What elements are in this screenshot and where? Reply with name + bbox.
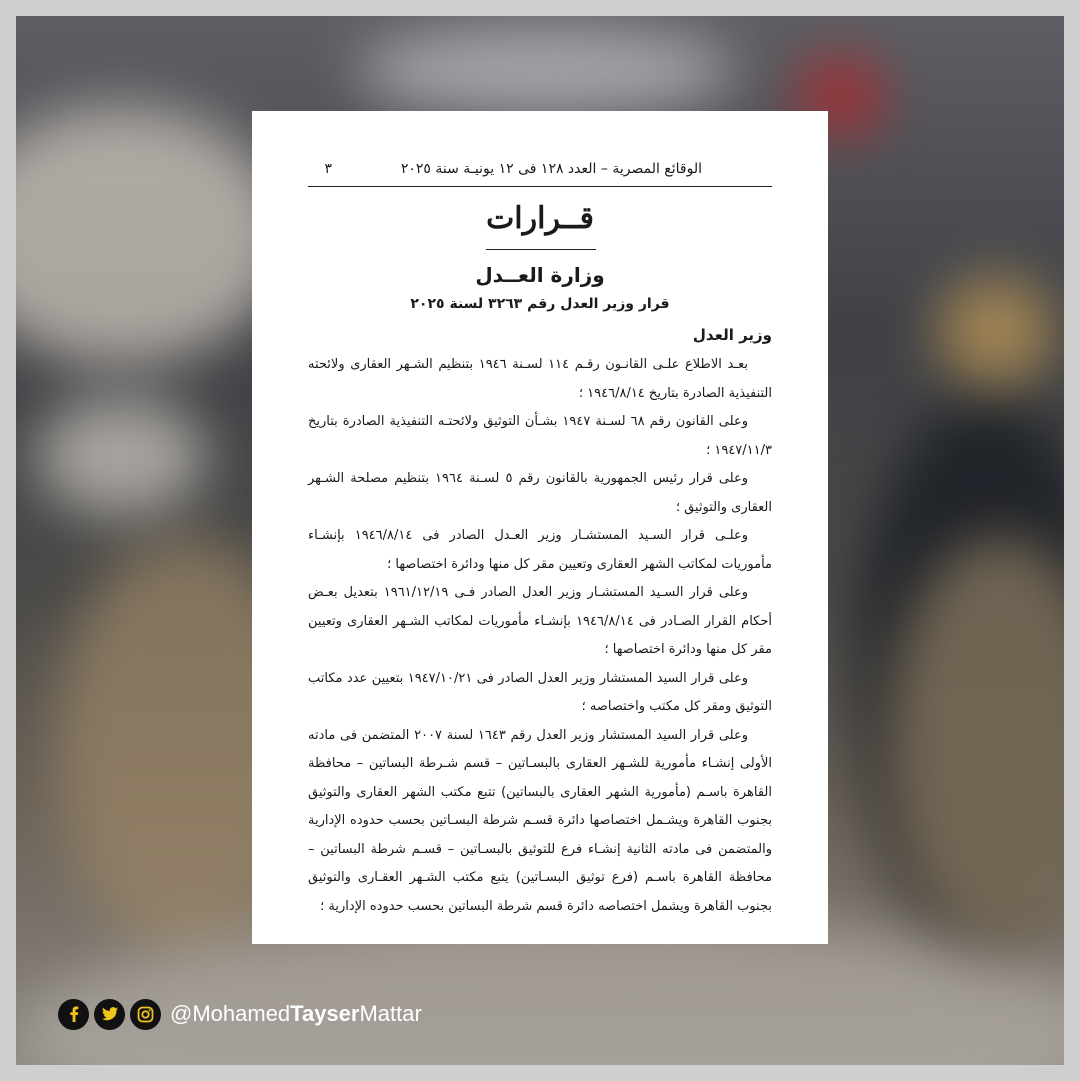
handle-prefix: @Mohamed bbox=[170, 1001, 291, 1026]
ministry-name: وزارة العــدل bbox=[475, 263, 605, 287]
page-number: ٣ bbox=[324, 161, 332, 177]
signatory: وزير العدل bbox=[692, 326, 772, 344]
heading-underline bbox=[486, 249, 596, 250]
gazette-issue-title: الوقائع المصرية – العدد ١٢٨ فى ١٢ يونيـة سنة ٢٠٢٥ bbox=[400, 161, 702, 177]
twitter-icon[interactable] bbox=[94, 999, 125, 1030]
running-header bbox=[308, 157, 772, 187]
section-heading: قــرارات bbox=[486, 201, 594, 236]
gazette-page bbox=[252, 111, 828, 944]
preamble-paragraph: وعلى قرار رئيس الجمهورية بالقانون رقم ٥ لسـنة ١٩٦٤ بتنظيم مصلحة الشـهر العقارى والتوثيق ؛ bbox=[308, 471, 772, 515]
decree-title: قرار وزير العدل رقم ٣٢٦٣ لسنة ٢٠٢٥ bbox=[410, 296, 670, 312]
preamble-paragraph: بعـد الاطلاع علـى القانـون رقـم ١١٤ لسـنة ١٩٤٦ بتنظيم الشـهر العقارى ولائحته التنفيذية الصادرة بتاريخ ١٩٤٦/٨/١٤ ؛ bbox=[308, 357, 772, 401]
preamble-paragraph: وعلى قرار السـيد المستشـار وزير العدل الصادر فـى ١٩٦١/١٢/١٩ بتعديل بعـض أحكام القرار الصـادر فى ١٩٤٦/٨/١٤ بإنشـاء مأموريات لمكاتب الشـهر العقارى وتعيين مقر كل منها ودائرة اختصاصها ؛ bbox=[308, 585, 773, 657]
preamble-paragraph: وعلـى قرار السـيد المستشـار وزير العـدل الصادر فى ١٩٤٦/٨/١٤ بإنشـاء مأموريات لمكاتب الشهر العقارى وتعيين مقر كل منها ودائرة اختصاصها ؛ bbox=[308, 528, 772, 572]
preamble-paragraph: وعلى القانون رقم ٦٨ لسـنة ١٩٤٧ بشـأن التوثيق ولائحتـه التنفيذية الصادرة بتاريخ ١٩٤٧/١١/٣ ؛ bbox=[308, 414, 772, 458]
handle-bold: Tayser bbox=[290, 1001, 360, 1026]
preamble-paragraph: وعلى قرار السيد المستشار وزير العدل رقم ١٦٤٣ لسنة ٢٠٠٧ المتضمن فى مادته الأولى إنشـاء مأمورية للشـهر العقارى بالبسـاتين – قسم شـرطة البساتين – محافظة القاهرة باسـم (مأمورية الشهر العقارى بالبساتين) تتبع مكتب الشهر العقارى والتوثيق بجنوب القاهرة ويشـمل اختصاصها دائرة قسـم شرطة البسـاتين بحسب حدوده الإدارية والمتضمن فى مادته الثانية إنشـاء فرع للتوثيق بالبسـاتين – قسـم شرطة البساتين – محافظة القاهرة باسـم (فرع توثيق البسـاتين) يتبع مكتب الشـهر العقـارى والتوثيق بجنوب القاهرة ويشمل اختصاصه دائرة قسم شرطة البساتين بحسب حدوده الإدارية ؛ bbox=[308, 727, 772, 914]
social-footer bbox=[58, 998, 422, 1030]
handle-suffix: Mattar bbox=[359, 1001, 422, 1026]
instagram-icon[interactable] bbox=[130, 999, 161, 1030]
preamble-paragraph: وعلى قرار السيد المستشار وزير العدل الصادر فى ١٩٤٧/١٠/٢١ بتعيين عدد مكاتب التوثيق ومقر كل مكتب واختصاصه ؛ bbox=[308, 670, 772, 714]
social-handle[interactable] bbox=[170, 1001, 422, 1027]
facebook-icon[interactable] bbox=[58, 999, 89, 1030]
decree-body bbox=[308, 351, 772, 921]
